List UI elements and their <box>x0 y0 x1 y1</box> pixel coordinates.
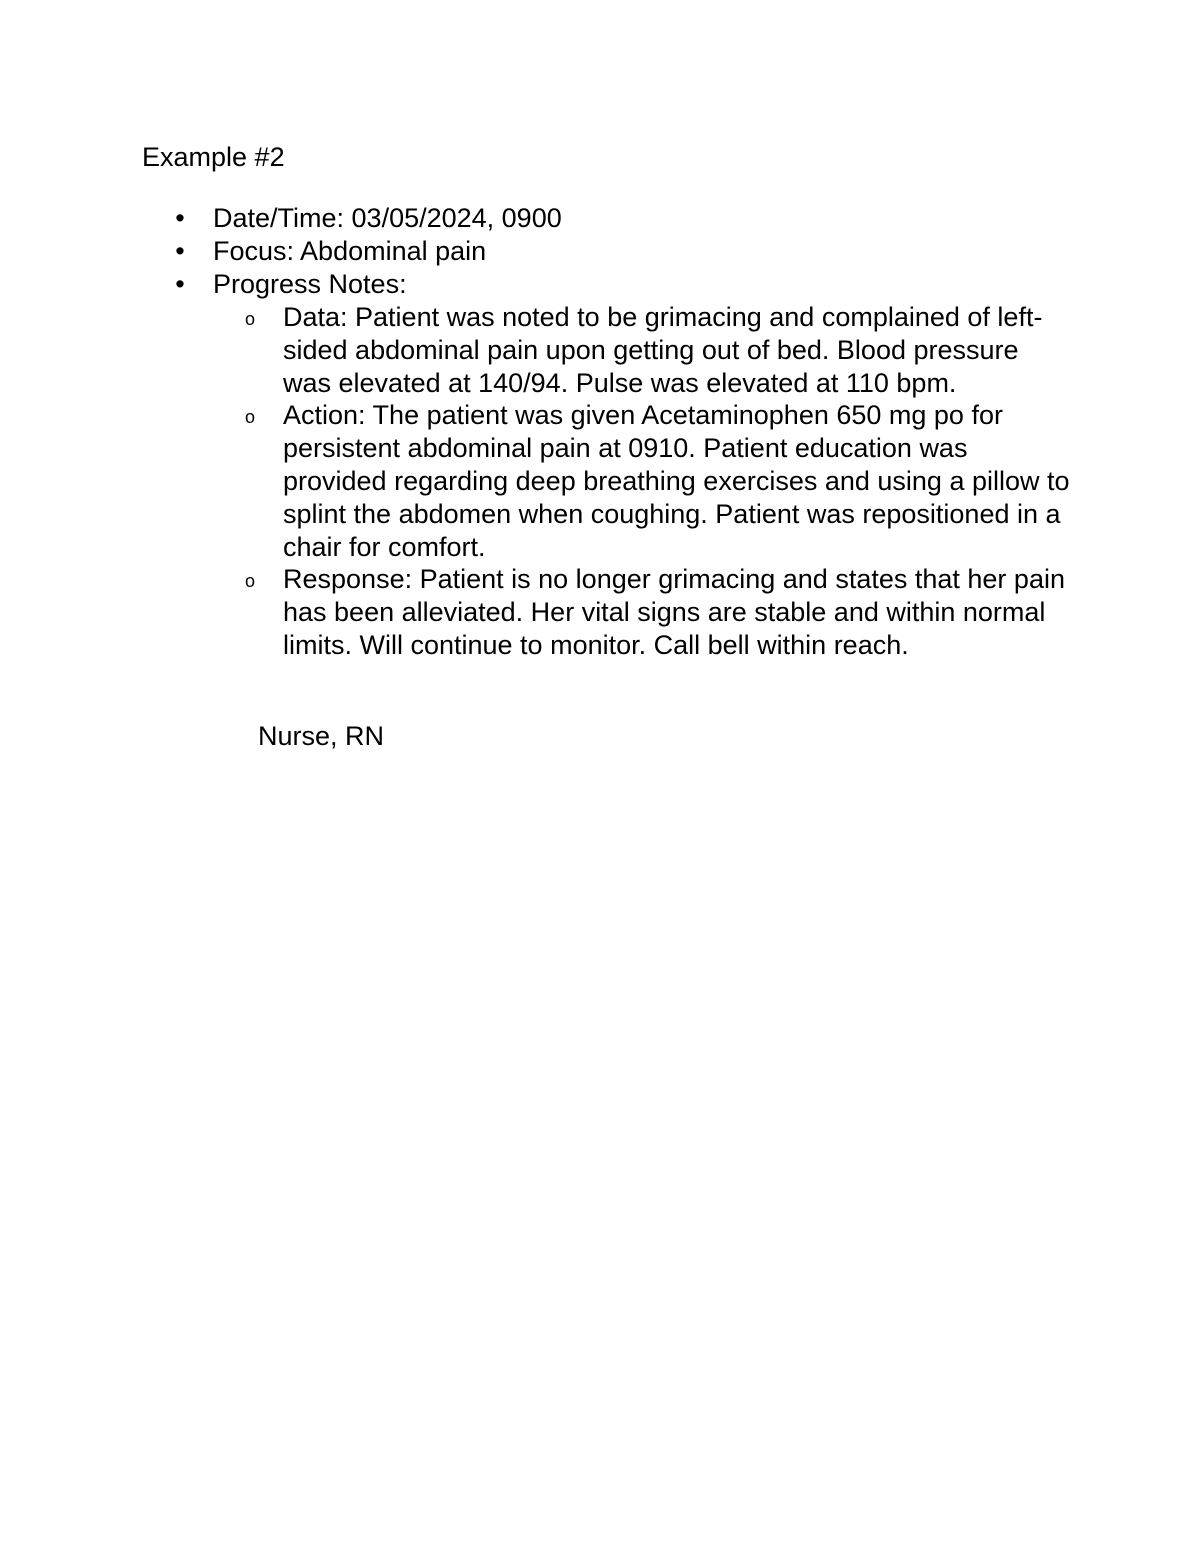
data-note-text: Data: Patient was noted to be grimacing and complained of left-sided abdominal pain upon getting out of bed. Blood pressure was elevated at 140/94. Pulse was elevated at 110 bpm. <box>283 302 1043 398</box>
bullet-icon: • <box>175 269 185 299</box>
hollow-bullet-icon: o <box>245 571 256 592</box>
progress-notes-label: Progress Notes: <box>213 269 407 299</box>
document-heading: Example #2 <box>142 142 285 172</box>
bullet-icon: • <box>175 236 185 266</box>
date-time-text: Date/Time: 03/05/2024, 0900 <box>213 203 562 233</box>
hollow-bullet-icon: o <box>245 407 256 428</box>
focus-text: Focus: Abdominal pain <box>213 236 487 266</box>
list-item-focus <box>0 235 1200 268</box>
response-note-text: Response: Patient is no longer grimacing and states that her pain has been alleviated. Her vital signs are stable and within normal limits. Will continue to monitor. Call bell within reach. <box>283 564 1065 660</box>
bullet-icon: • <box>175 203 185 233</box>
progress-notes-sublist <box>0 301 1200 662</box>
list-item-progress-notes <box>0 268 1200 662</box>
action-note-text: Action: The patient was given Acetaminophen 650 mg po for persistent abdominal pain at 0910. Patient education was provided regarding deep breathing exercises and using a pillow to splint the abdomen when coughing. Patient was repositioned in a chair for comfort. <box>283 400 1070 562</box>
signature-text: Nurse, RN <box>258 721 385 751</box>
sub-item-data <box>0 301 1073 399</box>
list-item-date-time <box>0 202 1200 235</box>
sub-item-action <box>0 399 1073 563</box>
sub-item-response <box>0 563 1073 661</box>
notes-list <box>0 202 1200 662</box>
hollow-bullet-icon: o <box>245 309 256 329</box>
